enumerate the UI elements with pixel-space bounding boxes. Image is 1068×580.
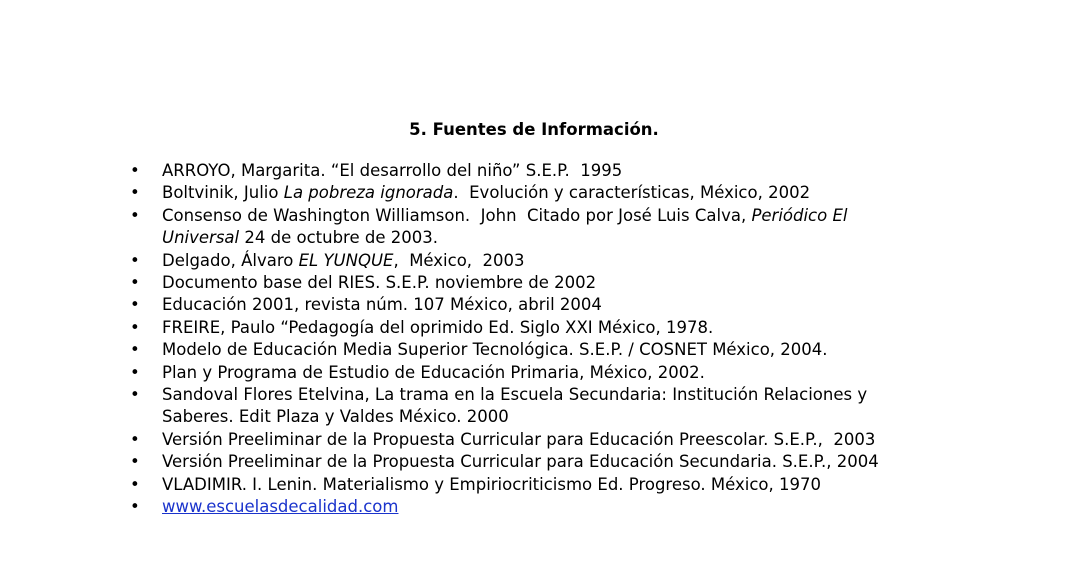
- bullet-icon: •: [130, 340, 140, 360]
- reference-text: [162, 251, 525, 270]
- reference-item: [127, 429, 927, 451]
- reference-title-italic: La pobreza ignorada: [283, 183, 454, 203]
- reference-text: [162, 295, 602, 314]
- reference-text: [162, 206, 853, 247]
- reference-item: [127, 362, 927, 384]
- bullet-icon: •: [130, 429, 140, 449]
- section-title: 5. Fuentes de Información.: [409, 120, 659, 139]
- reference-title-italic: Periódico El Universal: [162, 205, 853, 248]
- reference-segment: VLADIMIR. I. Lenin. Materialismo y Empiriocriticismo Ed. Progreso. México, 1970: [162, 474, 821, 494]
- reference-segment: Plan y Programa de Estudio de Educación Primaria, México, 2002.: [162, 362, 705, 382]
- reference-text: [162, 273, 596, 292]
- reference-segment: Educación 2001, revista núm. 107 México, abril 2004: [162, 295, 602, 315]
- references-list: [127, 160, 927, 519]
- bullet-icon: •: [130, 161, 140, 180]
- reference-text: [162, 340, 828, 359]
- reference-segment: Sandoval Flores Etelvina, La trama en la Escuela Secundaria: Institución Relaciones y Saberes. Edit Plaza y Valdes México. 2000: [162, 385, 873, 427]
- bullet-icon: •: [130, 452, 140, 472]
- reference-segment: , México, 2003: [393, 250, 525, 270]
- reference-text: [162, 183, 810, 202]
- reference-segment: . Evolución y características, México, 2002: [453, 183, 811, 203]
- reference-item: [127, 496, 927, 518]
- reference-text: [162, 452, 879, 471]
- reference-segment: Delgado, Álvaro: [162, 250, 299, 270]
- reference-segment: FREIRE, Paulo “Pedagogía del oprimido Ed. Siglo XXI México, 1978.: [162, 317, 714, 337]
- reference-text: [162, 363, 705, 382]
- reference-item: [127, 205, 927, 250]
- bullet-icon: •: [130, 205, 140, 225]
- bullet-icon: •: [130, 385, 140, 405]
- reference-text: [162, 385, 872, 426]
- reference-item: [127, 272, 927, 294]
- reference-text: [162, 161, 622, 180]
- reference-segment: Boltvinik, Julio: [162, 183, 284, 203]
- reference-segment: Modelo de Educación Media Superior Tecnológica. S.E.P. / COSNET México, 2004.: [162, 340, 828, 360]
- bullet-icon: •: [130, 250, 140, 270]
- reference-title-italic: EL YUNQUE: [298, 250, 394, 270]
- bullet-icon: •: [130, 317, 140, 337]
- reference-item: [127, 160, 927, 182]
- reference-segment: ARROYO, Margarita. “El desarrollo del niño” S.E.P. 1995: [162, 161, 623, 180]
- reference-item: [127, 317, 927, 339]
- reference-item: [127, 294, 927, 316]
- bullet-icon: •: [130, 295, 140, 315]
- website-link[interactable]: www.escuelasdecalidad.com: [162, 497, 399, 517]
- reference-segment: Versión Preeliminar de la Propuesta Curricular para Educación Secundaria. S.E.P., 2004: [162, 452, 879, 472]
- reference-segment: Documento base del RIES. S.E.P. noviembre de 2002: [162, 273, 597, 293]
- reference-segment: Versión Preeliminar de la Propuesta Curricular para Educación Preescolar. S.E.P., 2003: [162, 429, 876, 449]
- bullet-icon: •: [130, 183, 140, 203]
- bullet-icon: •: [130, 362, 140, 382]
- bullet-icon: •: [130, 474, 140, 494]
- reference-text: [162, 475, 821, 494]
- reference-item: [127, 474, 927, 496]
- reference-segment: 24 de octubre de 2003.: [239, 228, 438, 248]
- bullet-icon: •: [130, 273, 140, 293]
- reference-text: [162, 497, 398, 516]
- reference-text: [162, 318, 713, 337]
- reference-item: [127, 182, 927, 204]
- reference-item: [127, 250, 927, 272]
- reference-segment: Consenso de Washington Williamson. John Citado por José Luis Calva,: [162, 205, 752, 225]
- reference-text: [162, 430, 875, 449]
- bullet-icon: •: [130, 497, 140, 517]
- reference-item: [127, 339, 927, 361]
- reference-item: [127, 451, 927, 473]
- reference-item: [127, 384, 927, 429]
